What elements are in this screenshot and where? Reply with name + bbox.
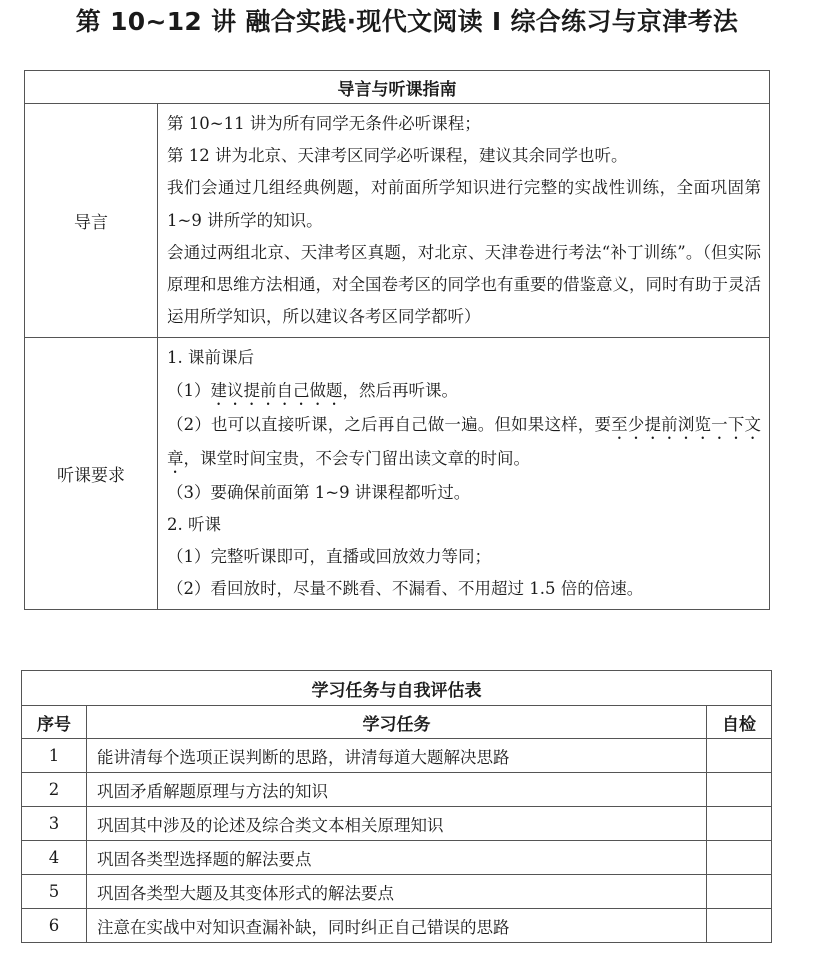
requirements-row	[25, 338, 770, 610]
req-item-suffix: ，课堂时间宝贵，不会专门留出读文章的时间。	[183, 448, 530, 468]
row-number: 3	[22, 807, 87, 841]
column-header-number: 序号	[22, 706, 87, 739]
intro-line: 会通过两组北京、天津考区真题，对北京、天津卷进行考法“补丁训练”。（但实际原理和思维方法相通，对全国卷考区的同学也有重要的借鉴意义，同时有助于灵活运用所学知识，所以建议各考区同学都听）	[167, 242, 761, 327]
requirements-label: 听课要求	[25, 338, 158, 610]
table-row	[22, 773, 772, 807]
req-item-suffix: ，然后再听课。	[342, 380, 458, 400]
table-row	[22, 875, 772, 909]
task-table	[21, 670, 772, 943]
row-task: 注意在实战中对知识查漏补缺，同时纠正自己错误的思路	[87, 909, 707, 943]
req-item: （2）看回放时，尽量不跳看、不漏看、不用超过 1.5 倍的倍速。	[167, 579, 644, 599]
table-row	[22, 739, 772, 773]
guide-table	[24, 70, 770, 610]
self-check-cell[interactable]	[707, 841, 772, 875]
req-section-heading: 2. 听课	[167, 514, 221, 534]
self-check-cell[interactable]	[707, 909, 772, 943]
task-table-header: 学习任务与自我评估表	[22, 671, 772, 706]
req-item-prefix: （1）	[167, 380, 211, 400]
self-check-cell[interactable]	[707, 773, 772, 807]
row-number: 2	[22, 773, 87, 807]
self-check-cell[interactable]	[707, 807, 772, 841]
self-check-cell[interactable]	[707, 875, 772, 909]
column-header-task: 学习任务	[87, 706, 707, 739]
page-title: 第 10~12 讲 融合实践·现代文阅读 I 综合练习与京津考法	[75, 7, 739, 36]
req-item: （3）要确保前面第 1~9 讲课程都听过。	[167, 482, 471, 502]
intro-line: 第 10~11 讲为所有同学无条件必听课程；	[167, 114, 481, 133]
table-row	[22, 841, 772, 875]
row-task: 巩固各类型大题及其变体形式的解法要点	[87, 875, 707, 909]
req-item	[167, 375, 761, 409]
req-section-heading: 1. 课前课后	[167, 348, 254, 368]
table-row	[22, 807, 772, 841]
intro-label: 导言	[25, 104, 158, 338]
row-task: 能讲清每个选项正误判断的思路，讲清每道大题解决思路	[87, 739, 707, 773]
row-number: 6	[22, 909, 87, 943]
row-number: 4	[22, 841, 87, 875]
row-task: 巩固矛盾解题原理与方法的知识	[87, 773, 707, 807]
row-number: 5	[22, 875, 87, 909]
guide-header-row	[25, 71, 770, 104]
row-task: 巩固其中涉及的论述及综合类文本相关原理知识	[87, 807, 707, 841]
intro-content	[158, 104, 770, 338]
requirements-content	[158, 338, 770, 610]
req-item	[167, 409, 761, 477]
req-item: （1）完整听课即可，直播或回放效力等同；	[167, 547, 491, 567]
req-item-prefix: （2）也可以直接听课，之后再自己做一遍。但如果这样，要	[167, 414, 612, 434]
column-header-check: 自检	[707, 706, 772, 739]
task-column-headers	[22, 706, 772, 739]
emphasized-text: 建议提前自己做题	[210, 380, 343, 400]
intro-line: 我们会通过几组经典例题，对前面所学知识进行完整的实战性训练，全面巩固第 1~9 讲所学的知识。	[167, 178, 761, 230]
guide-table-header: 导言与听课指南	[25, 71, 770, 104]
table-row	[22, 909, 772, 943]
intro-row	[25, 104, 770, 338]
row-number: 1	[22, 739, 87, 773]
task-header-row	[22, 671, 772, 706]
row-task: 巩固各类型选择题的解法要点	[87, 841, 707, 875]
intro-line: 第 12 讲为北京、天津考区同学必听课程，建议其余同学也听。	[167, 146, 628, 166]
self-check-cell[interactable]	[707, 739, 772, 773]
emphasized-text: 至少提前浏览一下文章	[167, 414, 762, 468]
